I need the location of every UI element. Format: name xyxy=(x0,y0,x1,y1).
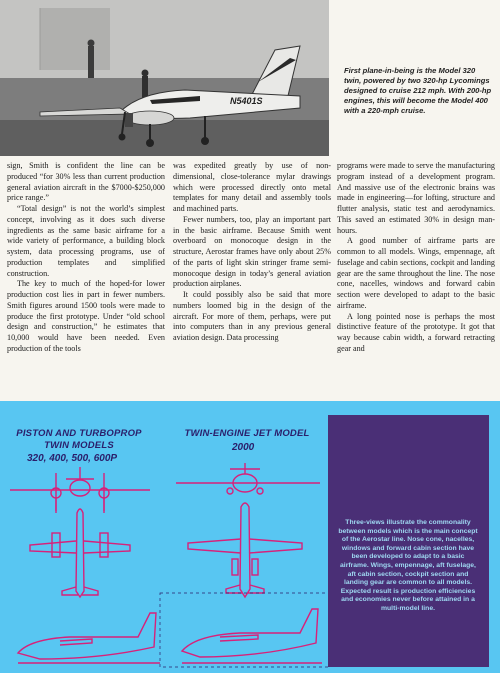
registration-marking: N5401S xyxy=(230,96,263,106)
photo-caption: First plane-in-being is the Model 320 twin, powered by two 320-hp Lycomings designed to cruise 212 mph. With 200-hp engines, this will become the Model 400 with a 220-mph cruise. xyxy=(344,66,492,115)
paragraph: A long pointed nose is perhaps the most distinctive feature of the prototype. It got that way because cabin width, a forward retracting gear and xyxy=(337,311,495,353)
twin-top-view xyxy=(30,509,130,597)
paragraph: It could possibly also be said that more numbers loomed big in the design of the aircraft. For more of them, perhaps, were put into computers than in any previous general aviation design. Data processing xyxy=(173,290,331,342)
jet-top-view xyxy=(188,503,302,597)
jet-front-view xyxy=(176,463,320,494)
paragraph: The key to much of the hoped-for lower production cost lies in part in fewer numbers. Smith figures around 1500 tools were made to produce the first prototype. Under “old school design and construction,” he estimates that 10,000 would have been needed. Even production of the tools xyxy=(7,279,165,353)
three-view-panel xyxy=(0,401,500,673)
description-text: Three-views illustrate the commonality between models which is the main concept of the Aerostar line. Nose cone, nacelles, windows and forward cabin section have been developed to adapt to a basic airframe. Wings, empennage, aft fuselage, aft cabin section, cockpit section and landing gear are common to all models. Expected result is production efficiencies and economies never before attained in a multi-model line. xyxy=(338,519,478,612)
left-heading-line-2: TWIN MODELS xyxy=(44,439,114,451)
paragraph: was expedited greatly by use of non-dimensional, close-tolerance mylar drawings which were processed directly onto metal templates for many detail and assembly tools and machined parts. xyxy=(173,161,331,213)
left-model-list: 320, 400, 500, 600P xyxy=(27,453,118,464)
right-model-number: 2000 xyxy=(232,442,255,453)
left-heading xyxy=(4,428,154,451)
twin-side-view xyxy=(18,613,160,663)
paragraph: sign, Smith is confident the line can be produced “for 30% less than current production general aviation aircraft in the $7000-$250,000 price range.” xyxy=(7,161,165,203)
article-column-1 xyxy=(7,161,165,371)
paragraph: A good number of airframe parts are common to all models. Wings, empennage, aft fuselage and cabin sections, cockpit and landing gear are the same throughout the line. The nose cone, nacelles, windows and forward cabin section were developed to adapt to the basic airframe. xyxy=(337,236,495,310)
right-heading: TWIN-ENGINE JET MODEL xyxy=(184,428,310,439)
paragraph: “Total design” is not the world’s simplest concept, involving as it does such diverse ingredients as the same basic airframe for a wide variety of performance, a building block system, data processing programs, use of production templates and simplified construction. xyxy=(7,204,165,278)
paragraph: Fewer numbers, too, play an important part in the basic airframe. Because Smith went overboard on monocoque design in the structure, Aerostar frames have only about 25% of the parts of light skin stringer frame semi-monocoque design in today’s general aviation production airplanes. xyxy=(173,214,331,289)
jet-side-view xyxy=(182,609,322,663)
paragraph: programs were made to serve the manufacturing program instead of a development program. And massive use of the electronic brains was made in engineering—for lofting, structure and flutter analysis, static test and aerodynamics. This saved an estimated 30% in design man-hours. xyxy=(337,161,495,235)
article-column-2 xyxy=(173,161,331,371)
left-heading-line-1: PISTON AND TURBOPROP xyxy=(16,428,142,439)
article-column-3 xyxy=(337,161,495,371)
aircraft-photo-illustration xyxy=(0,0,329,156)
twin-front-view xyxy=(10,467,150,513)
aircraft-photo xyxy=(0,0,329,156)
